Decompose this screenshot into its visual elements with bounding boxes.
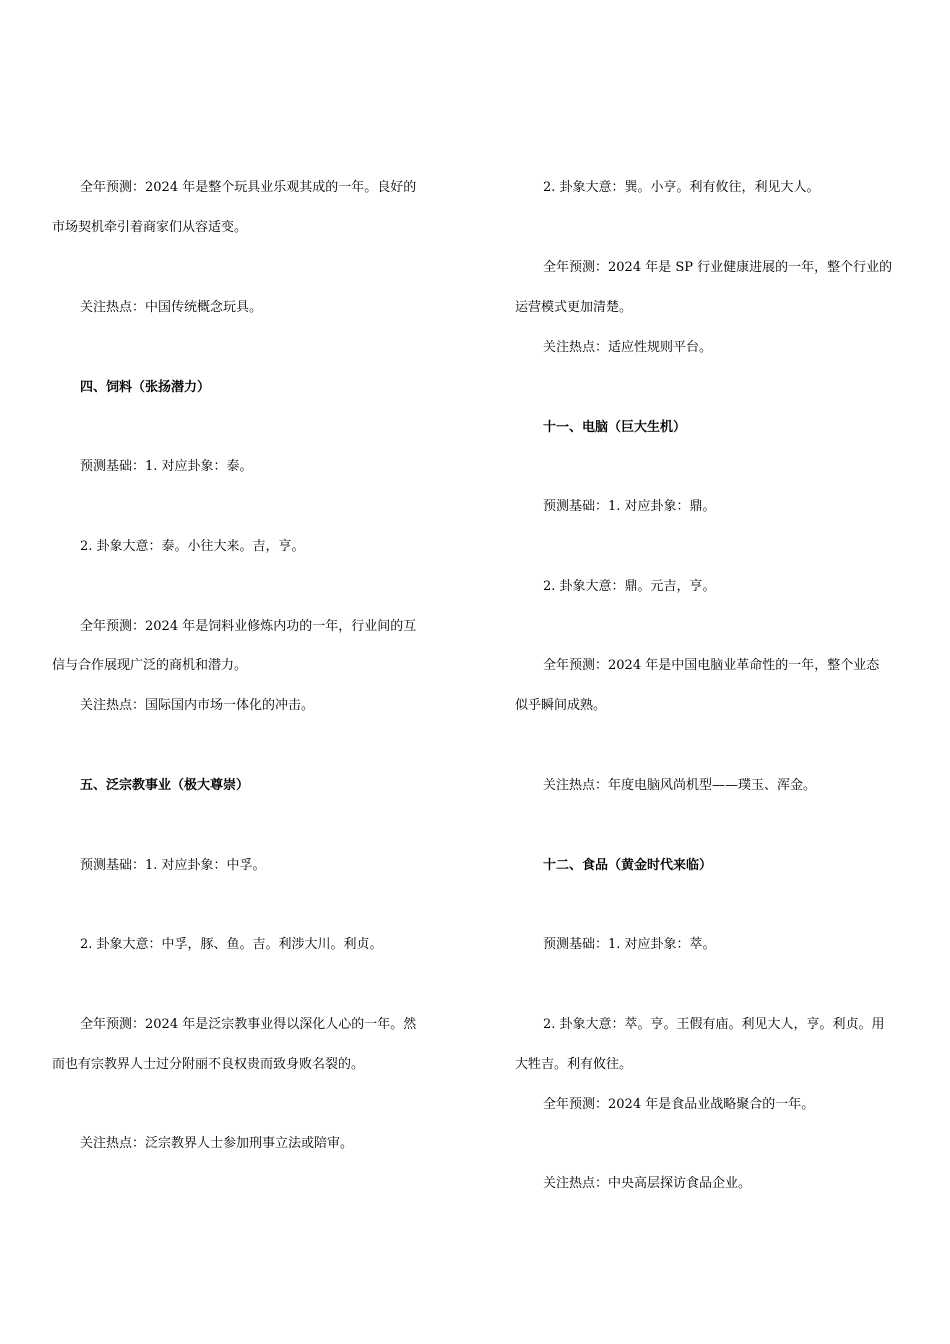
paragraph-line: 全年预测：2024 年是整个玩具业乐观其成的一年。良好的 (80, 180, 417, 195)
paragraph: 关注热点：国际国内市场一体化的冲击。 (80, 698, 315, 713)
paragraph: 2. 卦象大意：泰。小往大来。吉，亨。 (80, 539, 305, 554)
section-heading: 十二、食品（黄金时代来临） (543, 858, 713, 873)
paragraph: 全年预测：2024 年是食品业战略聚合的一年。 (543, 1097, 815, 1112)
paragraph-line: 似乎瞬间成熟。 (515, 698, 607, 713)
paragraph: 预测基础：1. 对应卦象：泰。 (80, 459, 253, 474)
paragraph: 关注热点：年度电脑风尚机型——璞玉、浑金。 (543, 778, 817, 793)
paragraph: 2. 卦象大意：中孚，豚、鱼。吉。利涉大川。利贞。 (80, 937, 383, 952)
paragraph: 预测基础：1. 对应卦象：萃。 (543, 937, 716, 952)
paragraph-line: 全年预测：2024 年是 SP 行业健康进展的一年，整个行业的 (543, 260, 893, 275)
paragraph: 预测基础：1. 对应卦象：鼎。 (543, 499, 716, 514)
paragraph: 关注热点：适应性规则平台。 (543, 340, 713, 355)
paragraph-line: 全年预测：2024 年是饲料业修炼内功的一年，行业间的互 (80, 619, 417, 634)
section-heading: 十一、电脑（巨大生机） (543, 420, 687, 435)
paragraph-line: 市场契机牵引着商家们从容适变。 (52, 220, 248, 235)
paragraph: 关注热点：泛宗教界人士参加刑事立法或陪审。 (80, 1136, 354, 1151)
paragraph-line: 全年预测：2024 年是中国电脑业革命性的一年，整个业态 (543, 658, 880, 673)
paragraph-line: 而也有宗教界人士过分附丽不良权贵而致身败名裂的。 (52, 1057, 365, 1072)
section-heading: 五、泛宗教事业（极大尊崇） (80, 778, 250, 793)
paragraph-line: 全年预测：2024 年是泛宗教事业得以深化人心的一年。然 (80, 1017, 417, 1032)
paragraph-line: 2. 卦象大意：萃。亨。王假有庙。利见大人，亨。利贞。用 (543, 1017, 885, 1032)
paragraph-line: 运营模式更加清楚。 (515, 300, 633, 315)
paragraph-line: 大牲吉。利有攸往。 (515, 1057, 633, 1072)
section-heading: 四、饲料（张扬潜力） (80, 380, 211, 395)
paragraph-line: 信与合作展现广泛的商机和潜力。 (52, 658, 248, 673)
paragraph: 关注热点：中国传统概念玩具。 (80, 300, 263, 315)
paragraph: 预测基础：1. 对应卦象：中孚。 (80, 858, 266, 873)
paragraph: 2. 卦象大意：鼎。元吉，亨。 (543, 579, 716, 594)
paragraph: 关注热点：中央高层探访食品企业。 (543, 1176, 752, 1191)
paragraph: 2. 卦象大意：巽。小亨。利有攸往，利见大人。 (543, 180, 820, 195)
